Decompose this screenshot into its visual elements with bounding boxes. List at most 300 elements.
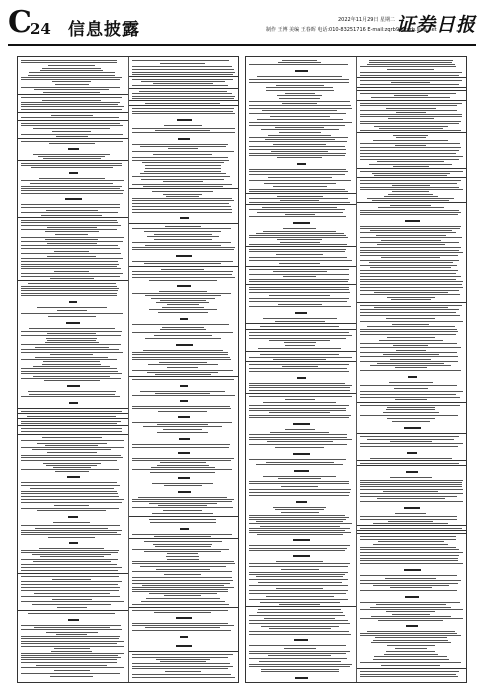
text-line — [132, 625, 234, 626]
text-line — [360, 563, 463, 564]
text-line — [360, 183, 457, 184]
text-line — [360, 583, 458, 584]
text-line — [249, 298, 349, 299]
text-line — [285, 345, 315, 346]
text-line — [360, 590, 457, 591]
text-line — [21, 313, 123, 314]
text-line — [43, 361, 100, 362]
text-line — [369, 262, 453, 263]
text-line — [249, 249, 346, 250]
text-line — [132, 630, 231, 631]
text-line — [45, 239, 98, 240]
text-line — [249, 371, 349, 372]
text-line — [249, 274, 349, 275]
text-line — [249, 191, 348, 192]
text-line — [132, 499, 234, 500]
text-line — [132, 247, 235, 248]
text-line — [21, 290, 118, 291]
text-line — [249, 279, 349, 280]
text-line — [367, 439, 454, 440]
text-line — [384, 654, 438, 655]
text-line — [261, 129, 339, 130]
text-line — [21, 286, 117, 287]
text-line — [21, 396, 120, 397]
table-rule — [357, 533, 467, 534]
text-line — [30, 488, 114, 489]
section-title: 信息披露 — [68, 20, 140, 40]
text-line — [373, 544, 448, 545]
text-line — [132, 623, 228, 624]
text-line — [249, 563, 350, 564]
text-line — [374, 126, 448, 127]
text-line — [388, 521, 433, 522]
text-line — [47, 340, 96, 341]
text-line — [261, 671, 339, 672]
text-line — [360, 294, 460, 295]
text-line — [249, 82, 349, 83]
text-line — [249, 599, 348, 600]
text-line — [360, 270, 458, 271]
text-line — [142, 585, 224, 586]
cell-label — [67, 385, 80, 387]
text-line — [145, 165, 221, 166]
text-line — [275, 447, 324, 448]
text-line — [21, 431, 122, 432]
table-rule — [129, 538, 239, 539]
text-line — [369, 60, 453, 61]
text-line — [360, 552, 463, 553]
text-line — [158, 505, 207, 506]
text-line — [371, 97, 450, 98]
text-line — [249, 171, 348, 172]
text-line — [37, 510, 106, 511]
text-line — [159, 291, 207, 292]
text-line — [21, 295, 117, 296]
table-rule — [18, 610, 128, 611]
text-line — [166, 196, 199, 197]
text-line — [360, 143, 460, 144]
text-line — [263, 402, 336, 403]
text-line — [249, 101, 350, 102]
text-line — [132, 206, 231, 207]
text-line — [163, 194, 202, 195]
text-line — [276, 561, 323, 562]
text-line — [21, 220, 117, 221]
text-line — [21, 423, 117, 424]
text-line — [21, 428, 122, 429]
text-line — [285, 429, 315, 430]
text-line — [46, 338, 97, 339]
text-line — [360, 331, 458, 332]
text-line — [140, 173, 226, 174]
text-line — [21, 193, 123, 194]
text-line — [249, 209, 345, 210]
text-line — [28, 75, 115, 76]
text-line — [392, 614, 430, 615]
text-line — [360, 519, 457, 520]
text-line — [51, 651, 92, 652]
text-line — [132, 668, 228, 669]
text-line — [21, 421, 121, 422]
text-line — [249, 332, 349, 333]
table-rule — [357, 87, 467, 88]
text-line — [379, 340, 443, 341]
text-line — [144, 551, 221, 552]
text-line — [147, 236, 219, 237]
text-line — [43, 158, 101, 159]
cell-label — [177, 285, 191, 287]
table-rule — [18, 425, 128, 426]
text-line — [50, 676, 93, 677]
text-line — [391, 299, 431, 300]
text-line — [269, 628, 331, 629]
cell-label — [405, 220, 420, 222]
text-line — [57, 607, 87, 608]
text-line — [260, 602, 340, 603]
text-line — [132, 577, 232, 578]
text-line — [259, 661, 341, 662]
text-line — [249, 338, 346, 339]
table-rule — [18, 94, 128, 95]
text-line — [270, 432, 329, 433]
text-line — [36, 665, 107, 666]
text-line — [370, 230, 452, 231]
text-line — [150, 472, 215, 473]
text-line — [132, 128, 235, 129]
text-line — [160, 462, 206, 463]
text-line — [388, 118, 434, 119]
text-line — [266, 90, 334, 91]
text-line — [386, 108, 436, 109]
text-line — [132, 60, 229, 61]
text-line — [43, 463, 101, 464]
text-line — [275, 509, 324, 510]
text-line — [260, 526, 340, 527]
text-line — [132, 113, 235, 114]
text-line — [360, 397, 460, 398]
table-rule — [357, 177, 467, 178]
text-line — [249, 489, 351, 490]
text-line — [21, 349, 119, 350]
text-line — [360, 443, 463, 444]
text-line — [385, 578, 436, 579]
text-line — [249, 174, 345, 175]
text-line — [154, 612, 211, 613]
text-line — [28, 391, 116, 392]
text-line — [21, 552, 118, 553]
text-line — [249, 198, 348, 199]
text-line — [41, 215, 102, 216]
cell-label — [293, 555, 310, 557]
text-line — [27, 416, 116, 417]
text-line — [360, 279, 456, 280]
text-line — [164, 595, 201, 596]
text-line — [249, 385, 352, 386]
text-line — [269, 295, 330, 296]
text-line — [387, 337, 435, 338]
text-line — [21, 636, 120, 637]
text-line — [360, 214, 458, 215]
text-line — [42, 100, 101, 101]
text-line — [145, 103, 220, 104]
text-line — [367, 198, 454, 199]
text-line — [378, 207, 444, 208]
text-line — [383, 354, 439, 355]
text-line — [249, 335, 352, 336]
text-line — [34, 89, 109, 90]
text-line — [132, 534, 232, 535]
text-line — [360, 150, 459, 151]
table-rule — [129, 188, 239, 189]
text-line — [32, 449, 111, 450]
text-line — [360, 290, 459, 291]
text-line — [378, 620, 443, 621]
text-line — [249, 292, 350, 293]
text-line — [360, 446, 458, 447]
text-line — [132, 654, 233, 655]
text-line — [249, 105, 351, 106]
text-line — [257, 534, 343, 535]
text-line — [360, 281, 463, 282]
text-line — [45, 231, 99, 232]
text-line — [370, 267, 451, 268]
text-line — [21, 493, 118, 494]
text-line — [277, 95, 322, 96]
text-line — [21, 331, 122, 332]
text-line — [360, 237, 462, 238]
text-line — [21, 659, 117, 660]
text-line — [21, 550, 119, 551]
text-line — [360, 228, 460, 229]
text-line — [360, 405, 460, 406]
text-line — [360, 385, 457, 386]
text-line — [54, 271, 89, 272]
text-line — [261, 669, 339, 670]
text-line — [153, 83, 213, 84]
text-line — [249, 550, 345, 551]
text-line — [21, 77, 122, 78]
text-line — [166, 556, 199, 557]
cell-label — [178, 477, 190, 479]
text-line — [249, 260, 352, 261]
cell-label — [176, 255, 192, 257]
text-line — [360, 436, 459, 437]
text-line — [154, 239, 212, 240]
text-line — [42, 68, 101, 69]
table-rule — [18, 120, 128, 121]
text-line — [278, 478, 321, 479]
text-line — [249, 357, 352, 358]
text-line — [21, 601, 124, 602]
text-line — [249, 623, 350, 624]
cell-label — [68, 516, 78, 518]
text-line — [138, 497, 227, 498]
table-rule — [357, 530, 467, 531]
text-line — [165, 671, 201, 672]
text-line — [360, 558, 458, 559]
cell-label — [176, 344, 193, 346]
text-line — [132, 561, 234, 562]
text-line — [395, 399, 427, 400]
text-column — [129, 57, 239, 682]
text-line — [132, 580, 233, 581]
text-line — [264, 183, 336, 184]
table-rule — [18, 418, 128, 419]
text-line — [21, 102, 120, 103]
text-line — [21, 496, 119, 497]
text-line — [21, 502, 122, 503]
text-line — [132, 370, 233, 371]
text-line — [260, 326, 339, 327]
text-line — [383, 491, 438, 492]
announcement-panel-left — [17, 56, 239, 683]
text-line — [47, 256, 96, 257]
text-line — [387, 69, 434, 70]
text-line — [284, 648, 316, 649]
text-line — [262, 110, 337, 111]
text-line — [249, 202, 350, 203]
text-line — [249, 483, 349, 484]
text-line — [21, 584, 118, 585]
text-line — [132, 72, 235, 73]
text-line — [360, 123, 459, 124]
text-line — [147, 372, 218, 373]
text-line — [360, 547, 456, 548]
text-line — [249, 146, 345, 147]
text-line — [276, 85, 324, 86]
text-line — [132, 422, 232, 423]
table-rule — [246, 361, 356, 362]
text-line — [371, 616, 451, 617]
text-line — [249, 459, 346, 460]
text-line — [21, 248, 120, 249]
text-line — [33, 561, 111, 562]
text-line — [152, 513, 213, 514]
text-line — [360, 635, 461, 636]
text-line — [21, 440, 124, 441]
text-line — [369, 62, 452, 63]
text-line — [371, 642, 451, 643]
text-line — [132, 261, 233, 262]
text-line — [21, 534, 121, 535]
text-line — [47, 227, 97, 228]
text-line — [372, 173, 450, 174]
text-line — [167, 559, 199, 560]
text-line — [162, 307, 204, 308]
text-line — [21, 581, 122, 582]
cell-label — [180, 528, 189, 530]
text-line — [143, 186, 223, 187]
text-line — [277, 239, 322, 240]
text-line — [32, 554, 111, 555]
text-line — [132, 460, 231, 461]
text-line — [132, 176, 230, 177]
text-line — [360, 103, 462, 104]
text-line — [249, 528, 350, 529]
text-line — [21, 273, 123, 274]
text-line — [132, 132, 235, 133]
cell-label — [67, 476, 80, 478]
text-line — [132, 408, 231, 409]
text-line — [360, 361, 458, 362]
text-line — [360, 309, 459, 310]
text-line — [52, 579, 91, 580]
text-line — [149, 519, 216, 520]
text-line — [360, 105, 457, 106]
text-line — [21, 352, 123, 353]
section-letter: C — [8, 5, 32, 40]
text-line — [360, 352, 457, 353]
text-line — [141, 179, 224, 180]
text-line — [360, 391, 463, 392]
text-line — [249, 153, 346, 154]
text-line — [144, 231, 221, 232]
cell-label — [405, 596, 419, 598]
text-line — [160, 300, 206, 301]
cell-label — [406, 471, 418, 473]
text-line — [149, 309, 217, 310]
text-line — [143, 350, 223, 351]
text-line — [373, 585, 449, 586]
text-line — [360, 536, 456, 537]
text-line — [21, 570, 118, 571]
text-line — [155, 546, 211, 547]
text-line — [132, 549, 229, 550]
cell-label — [68, 619, 79, 621]
text-line — [132, 111, 233, 112]
text-line — [275, 321, 325, 322]
text-line — [396, 350, 426, 351]
text-line — [273, 186, 327, 187]
text-line — [249, 572, 348, 573]
text-line — [152, 191, 213, 192]
table-rule — [18, 573, 128, 574]
cell-label — [180, 400, 188, 402]
text-line — [48, 316, 96, 317]
text-line — [132, 203, 229, 204]
text-line — [28, 613, 115, 614]
table-rule — [129, 266, 239, 267]
text-line — [367, 631, 455, 632]
text-line — [249, 306, 351, 307]
text-line — [132, 79, 233, 80]
text-line — [263, 231, 336, 232]
text-line — [249, 155, 345, 156]
table-rule — [246, 393, 356, 394]
text-line — [360, 671, 459, 672]
text-line — [377, 498, 445, 499]
text-line — [278, 304, 322, 305]
cell-label — [293, 222, 310, 224]
text-line — [360, 334, 456, 335]
text-line — [249, 415, 351, 416]
text-column — [246, 57, 357, 682]
table-rule — [357, 132, 467, 133]
text-line — [31, 167, 113, 168]
text-line — [249, 368, 347, 369]
text-line — [249, 566, 348, 567]
table-rule — [357, 90, 467, 91]
cell-label — [66, 322, 80, 324]
text-line — [249, 658, 347, 659]
text-line — [360, 93, 456, 94]
text-line — [265, 139, 335, 140]
text-line — [376, 235, 446, 236]
text-line — [21, 163, 122, 164]
text-line — [374, 292, 448, 293]
text-line — [132, 144, 228, 145]
text-line — [155, 130, 210, 131]
